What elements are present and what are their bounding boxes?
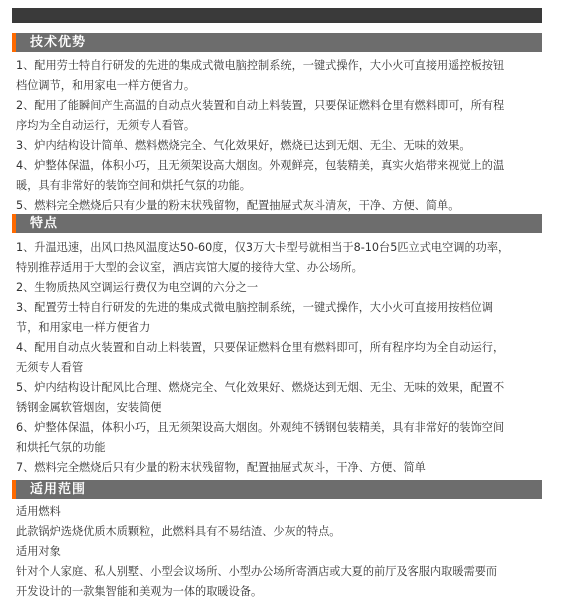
- list-item: 6、炉整体保温，体积小巧，且无须架设高大烟囱。外观纯不锈钢包装精美，具有非常好的装饰空间: [16, 421, 505, 434]
- list-item: 序均为全自动运行，无须专人看管。: [16, 119, 196, 132]
- list-item: 开发设计的一款集智能和美观为一体的取暖设备。: [16, 585, 263, 598]
- list-item: 3、炉内结构设计简单、燃料燃烧完全、气化效果好，燃烧已达到无烟、无尘、无味的效果。: [16, 139, 471, 152]
- list-item: 和烘托气氛的功能: [16, 441, 106, 454]
- list-item: 此款锅炉选烧优质木质颗粒，此燃料具有不易结渣、少灰的特点。: [16, 525, 341, 538]
- header-accent: [12, 480, 16, 499]
- list-item: 档位调节，和用家电一样方便省力。: [16, 79, 196, 92]
- section-title-tech: 技术优势: [30, 35, 87, 50]
- list-item: 适用对象: [16, 545, 61, 558]
- list-item: 5、燃料完全燃烧后只有少量的粉末状残留物，配置抽屉式灰斗清灰，干净、方便、简单。: [16, 199, 460, 212]
- list-item: 1、升温迅速，出风口热风温度达50-60度，仅3万大卡型号就相当于8-10台5匹立式电空调的功率，: [16, 241, 510, 254]
- section-title-scope: 适用范围: [30, 482, 87, 497]
- list-item: 4、配用自动点火装置和自动上料装置，只要保证燃料仓里有燃料即可，所有程序均为全自动运行，: [16, 341, 505, 354]
- list-item: 节，和用家电一样方便省力: [16, 321, 151, 334]
- list-item: 针对个人家庭、私人别墅、小型会议场所、小型办公场所寄酒店或大夏的前厅及客服内取暖需要而: [16, 565, 498, 578]
- list-item: 1、配用劳士特自行研发的先进的集成式微电脑控制系统，一键式操作，大小火可直接用遥控板按钮: [16, 59, 505, 72]
- list-item: 暖，具有非常好的装饰空间和烘托气氛的功能。: [16, 179, 251, 192]
- list-item: 5、炉内结构设计配风比合理、燃烧完全、气化效果好、燃烧达到无烟、无尘、无味的效果，配置不: [16, 381, 505, 394]
- list-item: 7、燃料完全燃烧后只有少量的粉末状残留物，配置抽屉式灰斗，干净、方便、简单: [16, 461, 426, 474]
- features-list: [16, 238, 546, 478]
- section-header-scope: [12, 480, 542, 499]
- top-bar: [12, 8, 542, 23]
- header-accent: [12, 33, 16, 52]
- list-item: 无须专人看管: [16, 361, 84, 374]
- scope-list: [16, 502, 546, 602]
- header-accent: [12, 214, 16, 233]
- list-item: 适用燃料: [16, 505, 61, 518]
- section-title-features: 特点: [30, 216, 59, 231]
- list-item: 锈钢金属软管烟囱，安装简便: [16, 401, 162, 414]
- list-item: 3、配置劳士特自行研发的先进的集成式微电脑控制系统，一键式操作，大小火可直接用按档位调: [16, 301, 493, 314]
- list-item: 2、配用了能瞬间产生高温的自动点火装置和自动上料装置，只要保证燃料仓里有燃料即可，所有程: [16, 99, 505, 112]
- list-item: 2、生物质热风空调运行费仅为电空调的六分之一: [16, 281, 259, 294]
- tech-advantages-list: [16, 56, 546, 216]
- section-header-features: [12, 214, 542, 233]
- list-item: 4、炉整体保温，体积小巧，且无须架设高大烟囱。外观鲜亮，包装精美，真实火焰带来视觉上的温: [16, 159, 505, 172]
- section-header-tech: [12, 33, 542, 52]
- list-item: 特别推荐适用于大型的会议室，酒店宾馆大厦的接待大堂、办公场所。: [16, 261, 363, 274]
